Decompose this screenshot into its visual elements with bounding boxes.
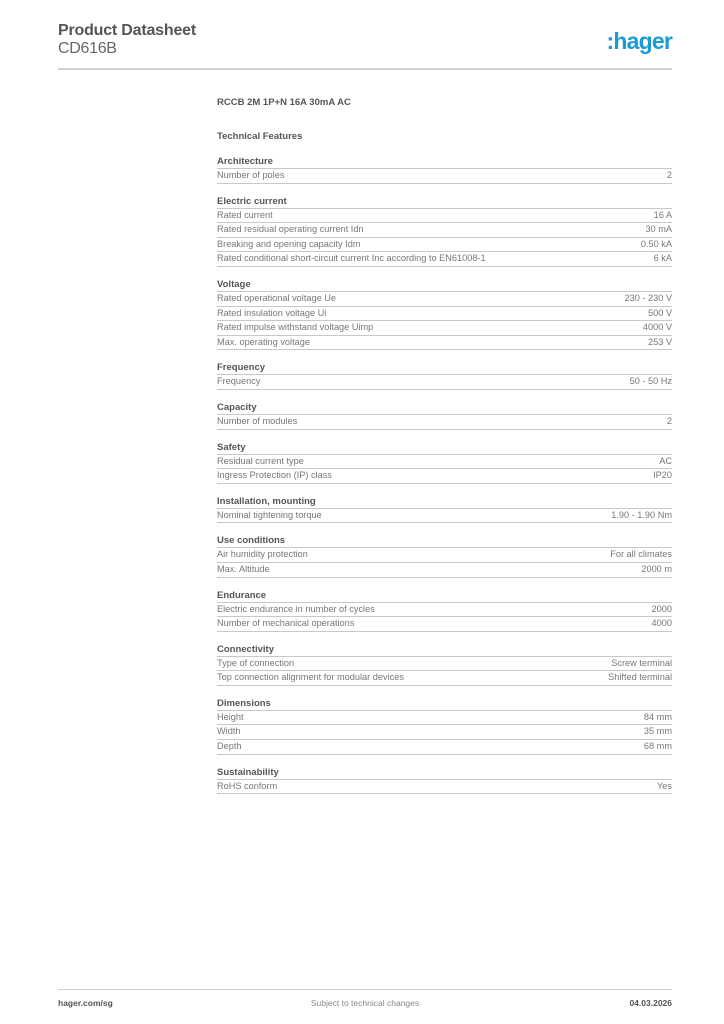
document-title: Product Datasheet: [58, 22, 196, 39]
spec-section: [217, 496, 672, 524]
spec-label: Nominal tightening torque: [217, 509, 322, 520]
spec-row: [217, 169, 672, 184]
spec-row: [217, 415, 672, 430]
spec-label: Top connection alignment for modular devices: [217, 672, 404, 683]
spec-value: 2: [666, 415, 672, 426]
footer-divider: [58, 989, 672, 990]
spec-row: [217, 711, 672, 726]
spec-section: [217, 442, 672, 484]
spec-value: 2: [666, 170, 672, 180]
footer-date: 04.03.2026: [629, 998, 672, 1008]
spec-section: [217, 156, 672, 184]
datasheet-content: [217, 96, 672, 794]
spec-value: 68 mm: [643, 741, 672, 752]
spec-label: Breaking and opening capacity Idm: [217, 238, 361, 249]
document-footer: [58, 998, 672, 1012]
spec-row: [217, 548, 672, 563]
spec-section: [217, 196, 672, 267]
section-title: Sustainability: [217, 767, 672, 780]
footer-website: hager.com/sg: [58, 998, 113, 1008]
spec-label: Rated current: [217, 209, 273, 220]
spec-label: Height: [217, 711, 244, 722]
technical-features-heading: Technical Features: [217, 131, 303, 142]
spec-label: RoHS conform: [217, 780, 278, 791]
spec-label: Electric endurance in number of cycles: [217, 603, 375, 614]
spec-label: Number of mechanical operations: [217, 618, 355, 629]
spec-section: [217, 767, 672, 795]
spec-value: 0.50 kA: [640, 238, 672, 249]
spec-value: 84 mm: [643, 711, 672, 722]
spec-section: [217, 535, 672, 577]
spec-value: IP20: [653, 470, 672, 481]
spec-row: [217, 375, 672, 390]
document-header: [58, 22, 672, 70]
spec-section: [217, 362, 672, 390]
section-title: Safety: [217, 442, 672, 455]
spec-section: [217, 590, 672, 632]
spec-value: 230 - 230 V: [624, 292, 672, 303]
spec-value: 1.90 - 1.90 Nm: [611, 509, 672, 520]
spec-label: Rated residual operating current Idn: [217, 224, 364, 235]
section-title: Use conditions: [217, 535, 672, 548]
spec-label: Type of connection: [217, 657, 295, 668]
spec-section: [217, 279, 672, 350]
spec-label: Number of poles: [217, 170, 285, 180]
spec-row: [217, 509, 672, 524]
spec-sections: [217, 156, 672, 794]
hager-logo: :hager: [606, 28, 672, 54]
spec-value: 2000 m: [641, 563, 672, 574]
spec-value: Yes: [657, 780, 672, 791]
spec-row: [217, 740, 672, 755]
spec-value: 4000: [651, 618, 672, 629]
section-title: Capacity: [217, 402, 672, 415]
spec-row: [217, 321, 672, 336]
spec-value: For all climates: [610, 549, 672, 560]
product-code: CD616B: [58, 40, 117, 57]
spec-value: 50 - 50 Hz: [629, 376, 672, 387]
spec-row: [217, 563, 672, 578]
section-title: Installation, mounting: [217, 496, 672, 509]
spec-label: Depth: [217, 741, 242, 752]
spec-row: [217, 336, 672, 351]
section-title: Voltage: [217, 279, 672, 292]
spec-row: [217, 617, 672, 632]
spec-label: Frequency: [217, 376, 261, 387]
spec-row: [217, 209, 672, 224]
spec-value: Screw terminal: [611, 657, 672, 668]
spec-row: [217, 657, 672, 672]
spec-label: Width: [217, 726, 241, 737]
spec-label: Rated insulation voltage Ui: [217, 307, 327, 318]
spec-value: 4000 V: [642, 322, 672, 333]
section-title: Dimensions: [217, 698, 672, 711]
spec-label: Residual current type: [217, 455, 304, 466]
section-title: Connectivity: [217, 644, 672, 657]
spec-value: Shifted terminal: [608, 672, 672, 683]
product-name: RCCB 2M 1P+N 16A 30mA AC: [217, 97, 351, 108]
spec-label: Rated operational voltage Ue: [217, 292, 337, 303]
spec-row: [217, 223, 672, 238]
spec-label: Ingress Protection (IP) class: [217, 470, 332, 481]
spec-value: 500 V: [647, 307, 672, 318]
spec-label: Number of modules: [217, 415, 298, 426]
footer-notice: Subject to technical changes: [310, 998, 420, 1008]
spec-value: AC: [659, 455, 672, 466]
spec-value: 253 V: [647, 336, 672, 347]
spec-row: [217, 292, 672, 307]
section-title: Electric current: [217, 196, 672, 209]
header-divider: [58, 68, 672, 70]
spec-section: [217, 402, 672, 430]
spec-label: Air humidity protection: [217, 549, 308, 560]
spec-label: Max. Altitude: [217, 563, 270, 574]
spec-value: 16 A: [653, 209, 672, 220]
spec-value: 6 kA: [653, 253, 672, 264]
spec-value: 35 mm: [643, 726, 672, 737]
spec-row: [217, 252, 672, 267]
section-title: Frequency: [217, 362, 672, 375]
spec-row: [217, 671, 672, 686]
spec-label: Rated conditional short-circuit current Inc according to EN61008-1: [217, 253, 486, 264]
spec-section: [217, 644, 672, 686]
spec-row: [217, 469, 672, 484]
section-title: Endurance: [217, 590, 672, 603]
spec-label: Rated impulse withstand voltage Uimp: [217, 322, 374, 333]
spec-row: [217, 455, 672, 470]
spec-row: [217, 780, 672, 795]
section-title: Architecture: [217, 156, 672, 169]
spec-value: 2000: [651, 603, 672, 614]
spec-row: [217, 725, 672, 740]
spec-value: 30 mA: [645, 224, 672, 235]
spec-row: [217, 238, 672, 253]
spec-label: Max. operating voltage: [217, 336, 310, 347]
spec-row: [217, 307, 672, 322]
spec-section: [217, 698, 672, 755]
spec-row: [217, 603, 672, 618]
